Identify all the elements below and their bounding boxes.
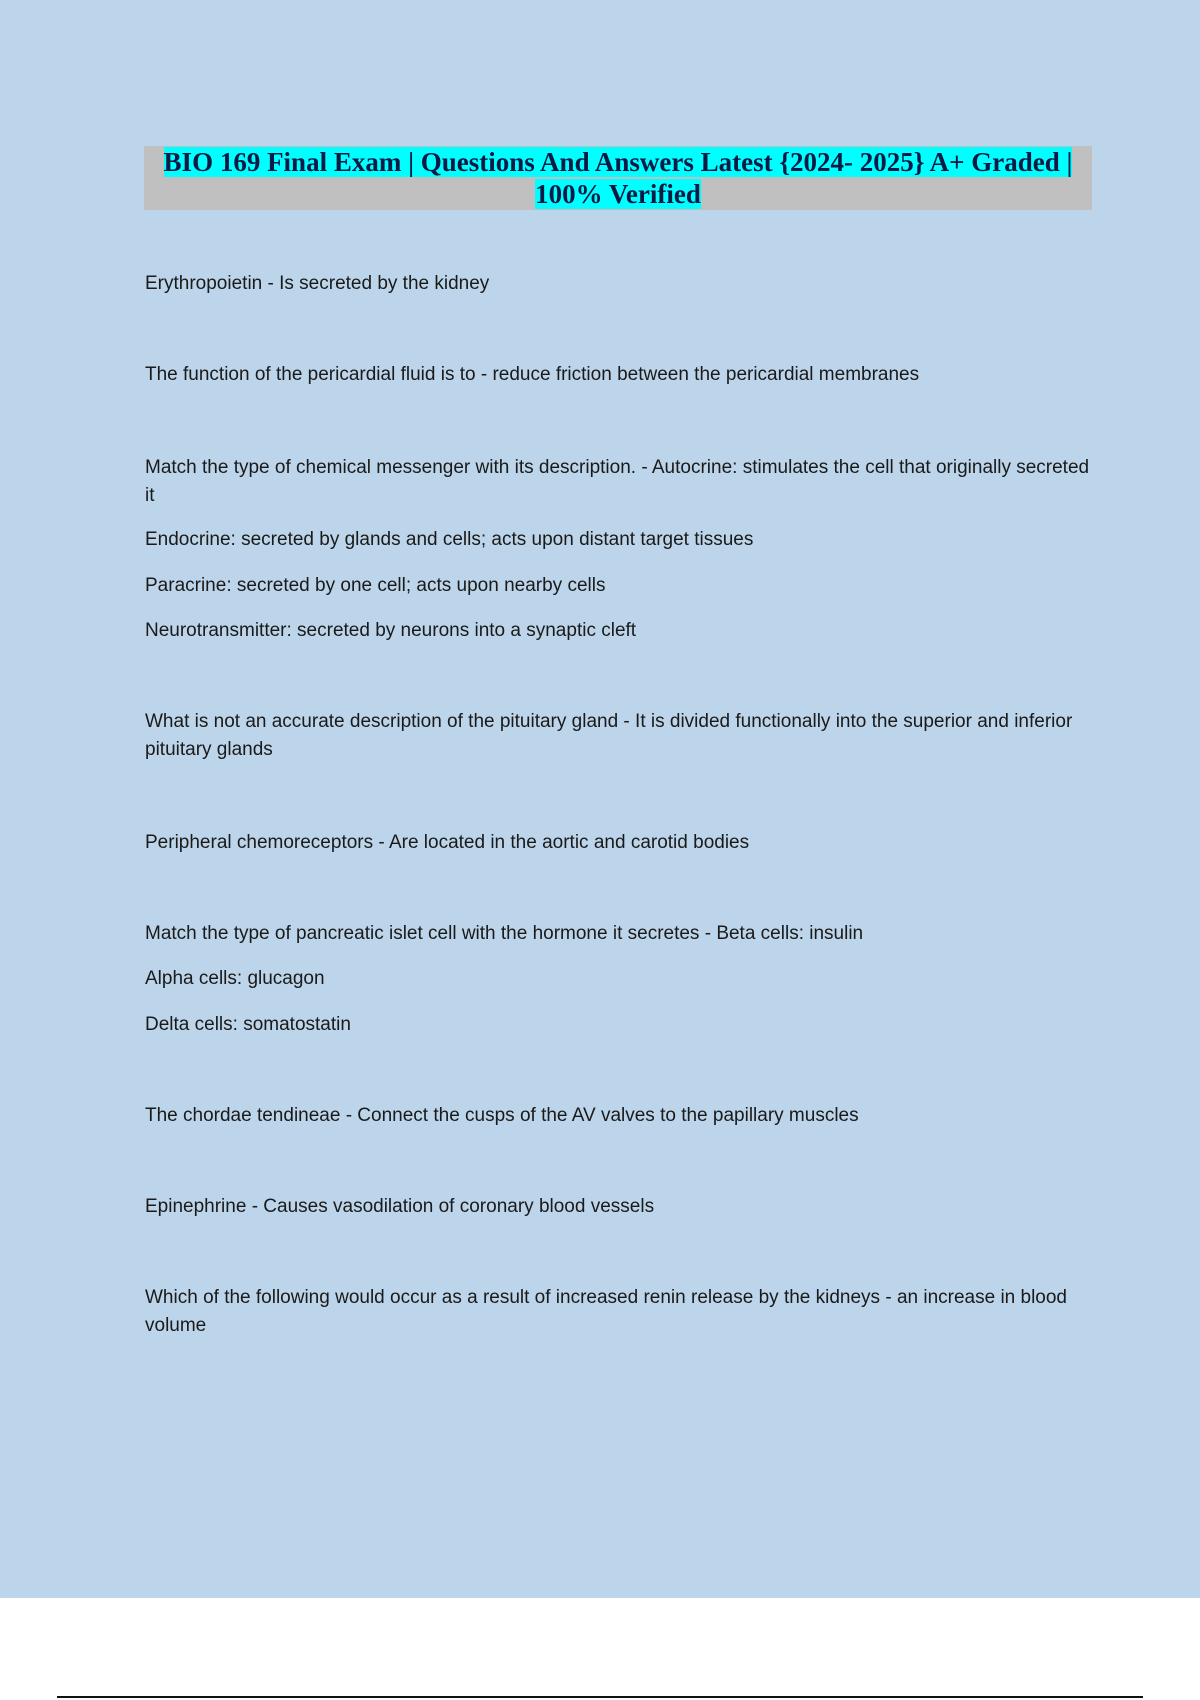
qa-line: The function of the pericardial fluid is to - reduce friction between the pericardial membranes xyxy=(145,364,920,385)
qa-line: Neurotransmitter: secreted by neurons into a synaptic cleft xyxy=(145,620,637,641)
qa-line: What is not an accurate description of the pituitary gland - It is divided functionally into the superior and inferior pituitary glands xyxy=(145,711,1073,760)
qa-line: Peripheral chemoreceptors - Are located in the aortic and carotid bodies xyxy=(145,832,750,853)
qa-line: Erythropoietin - Is secreted by the kidney xyxy=(145,273,490,294)
qa-line: Match the type of pancreatic islet cell with the hormone it secretes - Beta cells: insulin xyxy=(145,923,864,944)
document-title xyxy=(144,146,1092,210)
qa-line: Endocrine: secreted by glands and cells; acts upon distant target tissues xyxy=(145,529,754,550)
footer-rule xyxy=(57,1696,1143,1698)
qa-line: Delta cells: somatostatin xyxy=(145,1014,351,1035)
qa-line: The chordae tendineae - Connect the cusps of the AV valves to the papillary muscles xyxy=(145,1105,859,1126)
qa-line: Epinephrine - Causes vasodilation of coronary blood vessels xyxy=(145,1196,655,1217)
document-title-text: BIO 169 Final Exam | Questions And Answers Latest {2024- 2025} A+ Graded | 100% Verified xyxy=(163,147,1073,209)
qa-line: Paracrine: secreted by one cell; acts upon nearby cells xyxy=(145,575,606,596)
qa-line: Which of the following would occur as a result of increased renin release by the kidneys - an increase in blood volume xyxy=(145,1287,1068,1336)
qa-line: Match the type of chemical messenger with its description. - Autocrine: stimulates the cell that originally secreted it xyxy=(145,457,1090,506)
qa-line: Alpha cells: glucagon xyxy=(145,968,325,989)
